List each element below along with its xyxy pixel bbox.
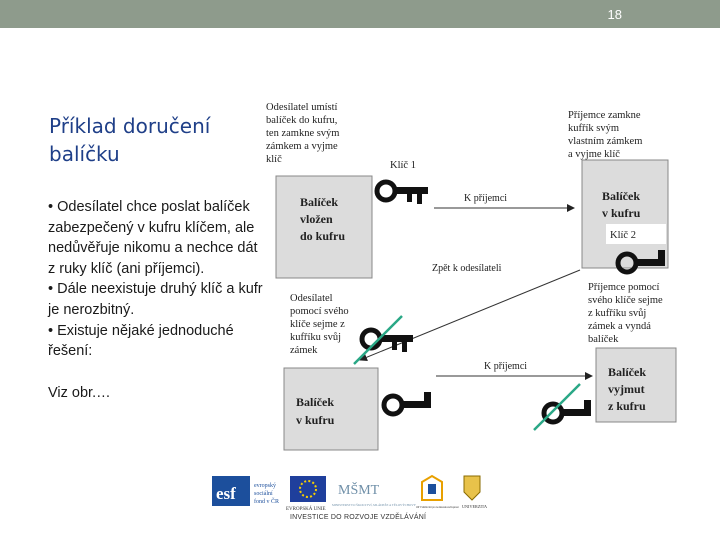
arrow-label-to-receiver-1: K příjemci — [464, 193, 508, 204]
note-line: Příjemce zamkne — [568, 110, 641, 121]
op-logo — [416, 476, 459, 509]
note-line: pomocí svého — [290, 306, 349, 317]
esf-logo-text: esf — [216, 484, 236, 503]
note-line: balíček — [588, 334, 619, 345]
university-logo — [462, 476, 487, 509]
note-line: vlastním zámkem — [568, 136, 643, 147]
msmt-sub: MINISTERSTVO ŠKOLSTVÍ, MLÁDEŽE A TĚLOVÝCHOVY — [332, 503, 416, 507]
figure-reference: Viz obr.… — [48, 384, 111, 401]
bullet-3: • Existuje nějaké jednoduché řešení: — [48, 322, 234, 360]
note-line: Odesílatel umístí — [266, 102, 338, 113]
box-line: v kufru — [602, 206, 641, 220]
body-text — [48, 197, 263, 403]
note-receiver-locks — [568, 110, 642, 160]
box-line: Balíček — [300, 195, 338, 209]
university-logo-text: UNIVERZITA — [462, 504, 488, 509]
note-line: svého klíče sejme — [588, 295, 663, 306]
box-line: Balíček — [296, 395, 334, 409]
note-line: Odesílatel — [290, 293, 333, 304]
slide-number: 18 — [607, 7, 622, 22]
esf-sub: evropský — [254, 483, 276, 489]
note-sender-removes — [290, 293, 349, 356]
note-line: zámek a vyndá — [588, 321, 651, 332]
note-line: a vyjme klíč — [568, 149, 620, 160]
top-bar — [0, 0, 720, 28]
box-parcel-removed — [596, 348, 676, 422]
box-line: vyjmut — [608, 382, 645, 396]
note-line: kufříku svůj — [290, 332, 342, 343]
eu-logo — [286, 476, 326, 512]
esf-sub: sociální — [254, 491, 273, 497]
esf-logo — [212, 476, 279, 506]
logo-caption: INVESTICE DO ROZVOJE VZDĚLÁVÁNÍ — [290, 514, 427, 521]
slide-title: Příklad doručení balíčku — [49, 114, 211, 166]
box-parcel-in-case-returned — [284, 368, 378, 450]
note-line: Příjemce pomocí — [588, 282, 660, 293]
note-sender-locks — [266, 102, 339, 165]
msmt-logo — [332, 481, 417, 508]
box-line: v kufru — [296, 413, 335, 427]
box-line: z kufru — [608, 399, 646, 413]
note-line: kufřík svým — [568, 123, 620, 134]
box-line: Balíček — [608, 365, 646, 379]
arrow-label-back: Zpět k odesílateli — [432, 263, 502, 274]
note-line: zámkem a vyjme — [266, 141, 338, 152]
note-line: ten zamkne svým — [266, 128, 340, 139]
msmt-logo-text: MŠMT — [338, 483, 380, 498]
key1-label: Klíč 1 — [390, 160, 416, 171]
note-line: balíček do kufru, — [266, 115, 338, 126]
removed-key-2-icon — [544, 400, 591, 422]
bullet-2: • Dále neexistuje druhý klíč a kufr je nerozbitný. — [48, 281, 263, 318]
box-parcel-inserted — [276, 176, 372, 278]
esf-sub: fond v ČR — [254, 499, 280, 505]
arrow-label-to-receiver-2: K příjemci — [484, 361, 528, 372]
op-logo-text: OP Vzdělávání pro konkurenceschopnost — [416, 506, 459, 509]
note-line: klíč — [266, 154, 282, 165]
box-line: do kufru — [300, 229, 346, 243]
note-receiver-removes — [588, 282, 663, 345]
key-1-icon — [377, 182, 428, 204]
bullet-1: • Odesílatel chce poslat balíček zabezpečený v kufru klíčem, ale nedůvěřuje nikomu a nechce dát z ruky klíč (ani příjemci). — [48, 199, 258, 277]
eu-logo-text: EVROPSKÁ UNIE — [286, 507, 326, 512]
box-line: Balíček — [602, 189, 640, 203]
key-on-case-icon — [384, 392, 431, 414]
box-line: vložen — [300, 212, 333, 226]
note-line: klíče sejme z — [290, 319, 345, 330]
note-line: z kufříku svůj — [588, 308, 647, 319]
note-line: zámek — [290, 345, 318, 356]
funding-logos — [210, 470, 500, 530]
key-exchange-diagram — [262, 96, 682, 454]
key2-label: Klíč 2 — [610, 230, 636, 241]
